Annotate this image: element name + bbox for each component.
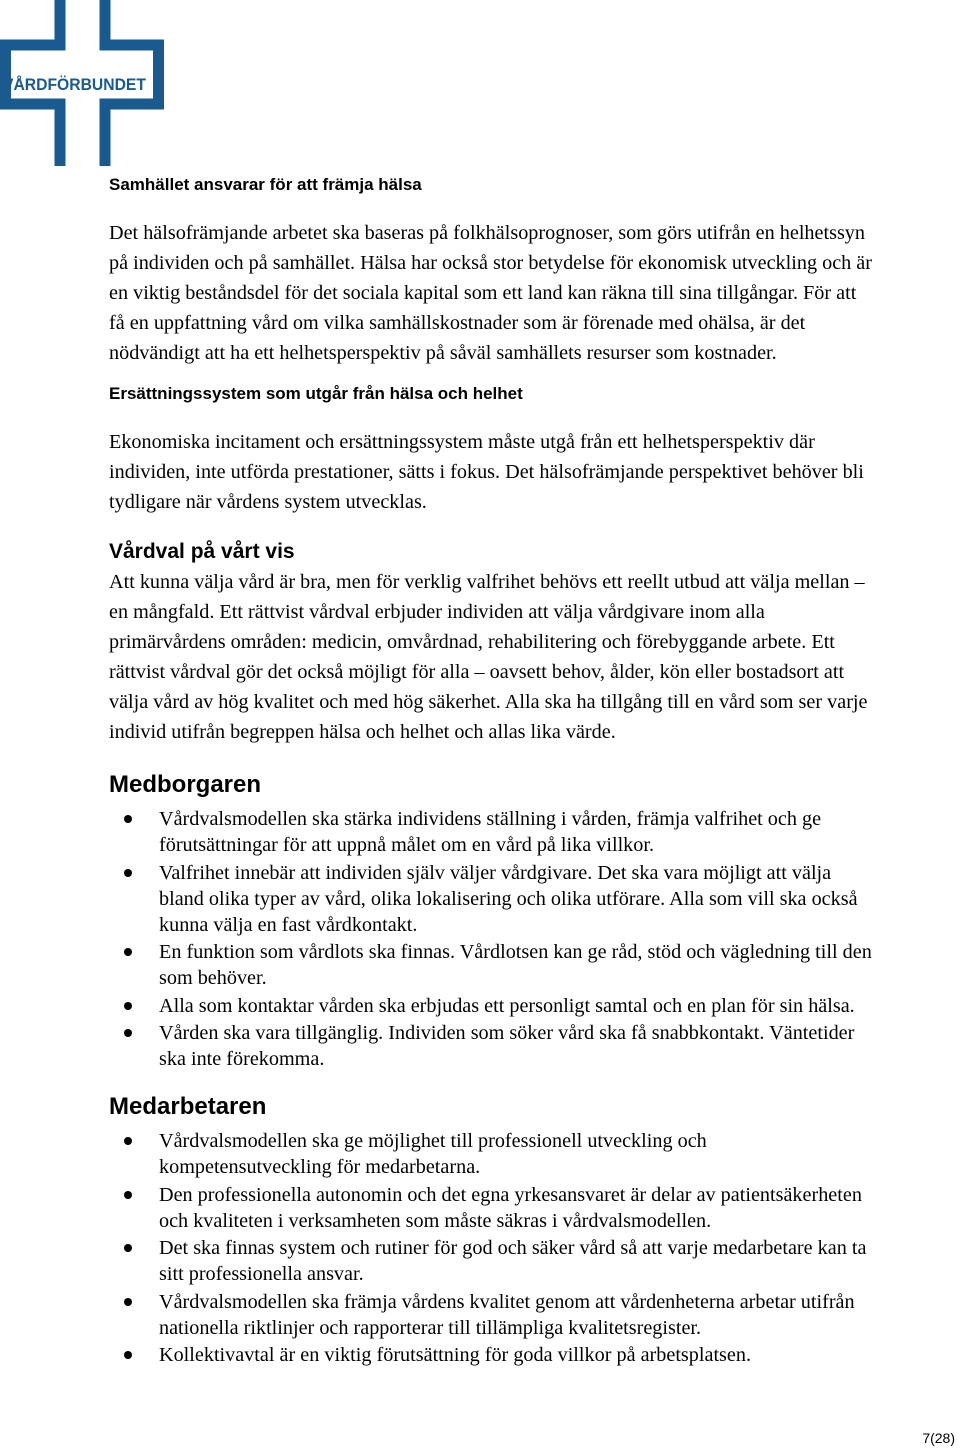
list-item-line: ska inte förekomma. xyxy=(159,1048,325,1070)
bullet-icon xyxy=(124,1244,132,1252)
paragraph-line: nödvändigt att ha ett helhetsperspektiv på såväl samhällets resurser som kostnader. xyxy=(109,342,777,364)
list-item xyxy=(109,860,954,938)
paragraph-line: välja vård av hög kvalitet och med hög säkerhet. Alla ska ha tillgång till en vård som ser varje xyxy=(109,691,868,713)
list-item-line: Alla som kontaktar vården ska erbjudas ett personligt samtal och en plan för sin hälsa. xyxy=(159,994,855,1017)
paragraph-line: få en uppfattning vård om vilka samhällskostnader som är förenade med ohälsa, är det xyxy=(109,312,806,334)
list-item-line: Vårdvalsmodellen ska ge möjlighet till professionell utveckling och xyxy=(159,1130,707,1152)
paragraph-line: Ekonomiska incitament och ersättningssystem måste utgå från ett helhetsperspektiv där xyxy=(109,431,815,453)
paragraph-line: individ utifrån begreppen hälsa och helhet och allas lika värde. xyxy=(109,721,616,743)
page-number: 7(28) xyxy=(922,1430,955,1446)
list-item-line: som behöver. xyxy=(159,967,267,989)
list-item-line: Kollektivavtal är en viktig förutsättning för goda villkor på arbetsplatsen. xyxy=(159,1344,752,1366)
list-item xyxy=(109,1235,954,1287)
list-item-line: Vårdvalsmodellen ska stärka individens ställning i vården, främja valfrihet och ge xyxy=(159,808,822,830)
list-item-line: Vården ska vara tillgänglig. Individen som söker vård ska få snabbkontakt. Väntetider xyxy=(159,1022,855,1044)
list-item-line: kompetensutveckling för medarbetarna. xyxy=(159,1156,481,1178)
paragraph-line: Att kunna välja vård är bra, men för verklig valfrihet behövs ett reellt utbud att välja mellan – xyxy=(109,571,865,593)
list-item-line: En funktion som vårdlots ska finnas. Vårdlotsen kan ge råd, stöd och vägledning till den xyxy=(159,941,872,963)
paragraph-vardval xyxy=(109,567,954,747)
section-heading-medarbetaren: Medarbetaren xyxy=(109,1093,267,1120)
list-item xyxy=(109,993,954,1019)
logo-wordmark: VÅRDFÖRBUNDET xyxy=(3,76,154,94)
paragraph-line: primärvårdens områden: medicin, omvårdnad, rehabilitering och förebyggande arbete. Ett xyxy=(109,631,835,653)
bullet-list-medborgaren xyxy=(109,806,954,1072)
paragraph-line: en viktig beståndsdel för det sociala kapital som ett land kan räkna till sina tillgångar. För att xyxy=(109,282,857,304)
vardforbundet-logo xyxy=(0,0,164,166)
list-item xyxy=(109,1020,954,1072)
bullet-icon xyxy=(124,948,132,956)
paragraph-line: individen, inte utförda prestationer, sätts i fokus. Det hälsofrämjande perspektivet behöver bli xyxy=(109,461,864,483)
bullet-icon xyxy=(124,1029,132,1037)
list-item xyxy=(109,939,954,991)
section-heading-ersattning: Ersättningssystem som utgår från hälsa och helhet xyxy=(109,384,523,403)
bullet-icon xyxy=(124,1298,132,1306)
list-item-line: Valfrihet innebär att individen själv väljer vårdgivare. Det ska vara möjligt att välja xyxy=(159,861,832,884)
bullet-icon xyxy=(124,1002,132,1010)
list-item-line: kunna välja en fast vårdkontakt. xyxy=(159,913,418,936)
list-item-line: förutsättningar för att uppnå målet om en vård på lika villkor. xyxy=(159,834,655,856)
list-item-line: bland olika typer av vård, olika lokalisering och olika utförare. Alla som vill ska också xyxy=(159,887,858,910)
list-item-line: Det ska finnas system och rutiner för god och säker vård så att varje medarbetare kan ta xyxy=(159,1237,867,1259)
bullet-icon xyxy=(124,1191,132,1199)
list-item-line: nationella riktlinjer och rapporterar till tillämpliga kvalitetsregister. xyxy=(159,1316,702,1339)
list-item xyxy=(109,1342,954,1368)
paragraph-line: Det hälsofrämjande arbetet ska baseras på folkhälsoprognoser, som görs utifrån en helhetssyn xyxy=(109,222,865,244)
paragraph-line: tydligare när vårdens system utvecklas. xyxy=(109,491,427,513)
bullet-icon xyxy=(124,1351,132,1359)
paragraph-line: på individen och på samhället. Hälsa har också stor betydelse för ekonomisk utveckling och är xyxy=(109,252,872,274)
list-item xyxy=(109,1289,954,1341)
bullet-icon xyxy=(124,815,132,823)
section-heading-medborgaren: Medborgaren xyxy=(109,771,262,798)
list-item-line: sitt professionella ansvar. xyxy=(159,1263,364,1285)
bullet-icon xyxy=(124,869,132,877)
list-item-line: Vårdvalsmodellen ska främja vårdens kvalitet genom att vårdenheterna arbetar utifrån xyxy=(159,1290,855,1313)
bullet-list-medarbetaren xyxy=(109,1128,954,1368)
section-heading-vardval: Vårdval på vårt vis xyxy=(109,540,295,563)
list-item xyxy=(109,1182,954,1234)
paragraph-line: en mångfald. Ett rättvist vårdval erbjuder individen att välja vårdgivare inom alla xyxy=(109,601,765,623)
document-body xyxy=(109,174,954,1370)
list-item xyxy=(109,1128,954,1180)
list-item-line: Den professionella autonomin och det egna yrkesansvaret är delar av patientsäkerheten xyxy=(159,1183,862,1206)
bullet-icon xyxy=(124,1137,132,1145)
list-item xyxy=(109,806,954,858)
paragraph-ersattning xyxy=(109,427,954,517)
section-heading-samhallet: Samhället ansvarar för att främja hälsa xyxy=(109,175,422,194)
paragraph-samhallet xyxy=(109,218,954,368)
list-item-line: och kvaliteten i verksamheten som måste säkras i vårdvalsmodellen. xyxy=(159,1209,712,1232)
paragraph-line: rättvist vårdval gör det också möjligt för alla – oavsett behov, ålder, kön eller bostadsort att xyxy=(109,661,845,683)
